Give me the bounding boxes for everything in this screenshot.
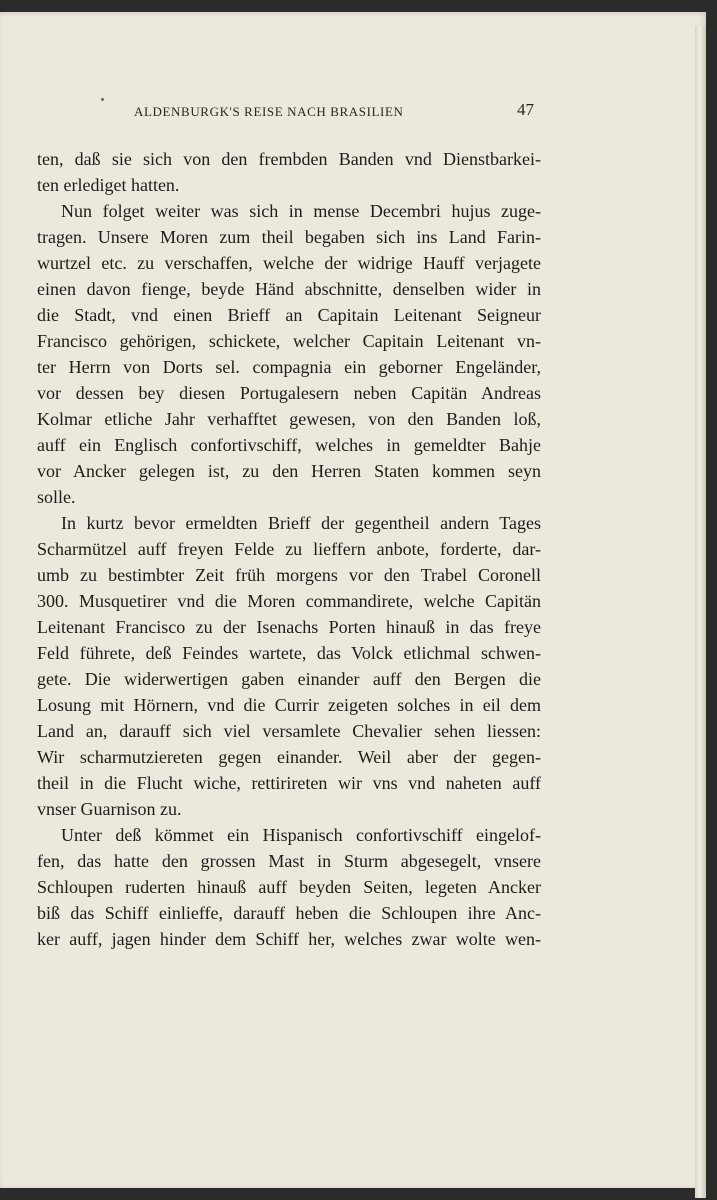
text-line: umb zu bestimbter Zeit früh morgens vor den Trabel Coronell <box>37 565 541 585</box>
text-line: Leitenant Francisco zu der Isenachs Porten hinauß in das freye <box>37 617 541 637</box>
text-line: Losung mit Hörnern, vnd die Currir zeigeten solches in eil dem <box>37 695 541 715</box>
text-line: ker auff, jagen hinder dem Schiff her, welches zwar wolte wen- <box>37 929 541 949</box>
text-line: gete. Die widerwertigen gaben einander auff den Bergen die <box>37 669 541 689</box>
text-line: wurtzel etc. zu verschaffen, welche der widrige Hauff verjagete <box>37 253 541 273</box>
text-line: Schloupen ruderten hinauß auff beyden Seiten, legeten Ancker <box>37 877 541 897</box>
text-line: Feld führete, deß Feindes wartete, das Volck etlichmal schwen- <box>37 643 541 663</box>
text-line: In kurtz bevor ermeldten Brieff der gegentheil andern Tages <box>61 513 541 533</box>
page-header <box>134 98 534 122</box>
text-line: 300. Musquetirer vnd die Moren commandirete, welche Capitän <box>37 591 541 611</box>
text-line: Wir scharmutziereten gegen einander. Weil aber der gegen- <box>37 747 541 767</box>
text-line: vor Ancker gelegen ist, zu den Herren Staten kommen seyn <box>37 461 541 481</box>
text-line: solle. <box>37 487 76 507</box>
text-line: ter Herrn von Dorts sel. compagnia ein geborner Engeländer, <box>37 357 541 377</box>
text-line: Land an, darauff sich viel versamlete Chevalier sehen liessen: <box>37 721 541 741</box>
text-line: vor dessen bey diesen Portugalesern neben Capitän Andreas <box>37 383 541 403</box>
text-line: vnser Guarnison zu. <box>37 799 182 819</box>
text-line: biß das Schiff einlieffe, darauff heben die Schloupen ihre Anc- <box>37 903 541 923</box>
paragraph <box>37 146 541 198</box>
text-line: Kolmar etliche Jahr verhafftet gewesen, von den Banden loß, <box>37 409 541 429</box>
text-line: Nun folget weiter was sich in mense Decembri hujus zuge- <box>61 201 541 221</box>
text-line: auff ein Englisch confortivschiff, welches in gemeldter Bahje <box>37 435 541 455</box>
text-line: Unter deß kömmet ein Hispanisch confortivschiff eingelof- <box>61 825 541 845</box>
text-line: theil in die Flucht wiche, rettirireten wir vns vnd naheten auff <box>37 773 541 793</box>
text-line: tragen. Unsere Moren zum theil begaben sich ins Land Farin- <box>37 227 541 247</box>
text-line: ten, daß sie sich von den frembden Banden vnd Dienstbarkei- <box>37 149 541 169</box>
paragraph <box>37 822 541 952</box>
page-number: 47 <box>517 100 534 119</box>
body-text <box>37 146 541 952</box>
text-line: Francisco gehörigen, schickete, welcher Capitain Leitenant vn- <box>37 331 541 351</box>
text-line: einen davon fienge, beyde Händ abschnitte, denselben wider in <box>37 279 541 299</box>
ink-speck <box>101 98 104 101</box>
paragraph <box>37 198 541 510</box>
text-line: fen, das hatte den grossen Mast in Sturm abgesegelt, vnsere <box>37 851 541 871</box>
page-edge <box>695 26 706 1198</box>
paragraph <box>37 510 541 822</box>
text-line: Scharmützel auff freyen Felde zu lieffern anbote, forderte, dar- <box>37 539 541 559</box>
running-title: ALDENBURGK'S REISE NACH BRASILIEN <box>134 104 404 119</box>
text-line: die Stadt, vnd einen Brieff an Capitain Leitenant Seigneur <box>37 305 541 325</box>
text-line: ten erlediget hatten. <box>37 175 180 195</box>
